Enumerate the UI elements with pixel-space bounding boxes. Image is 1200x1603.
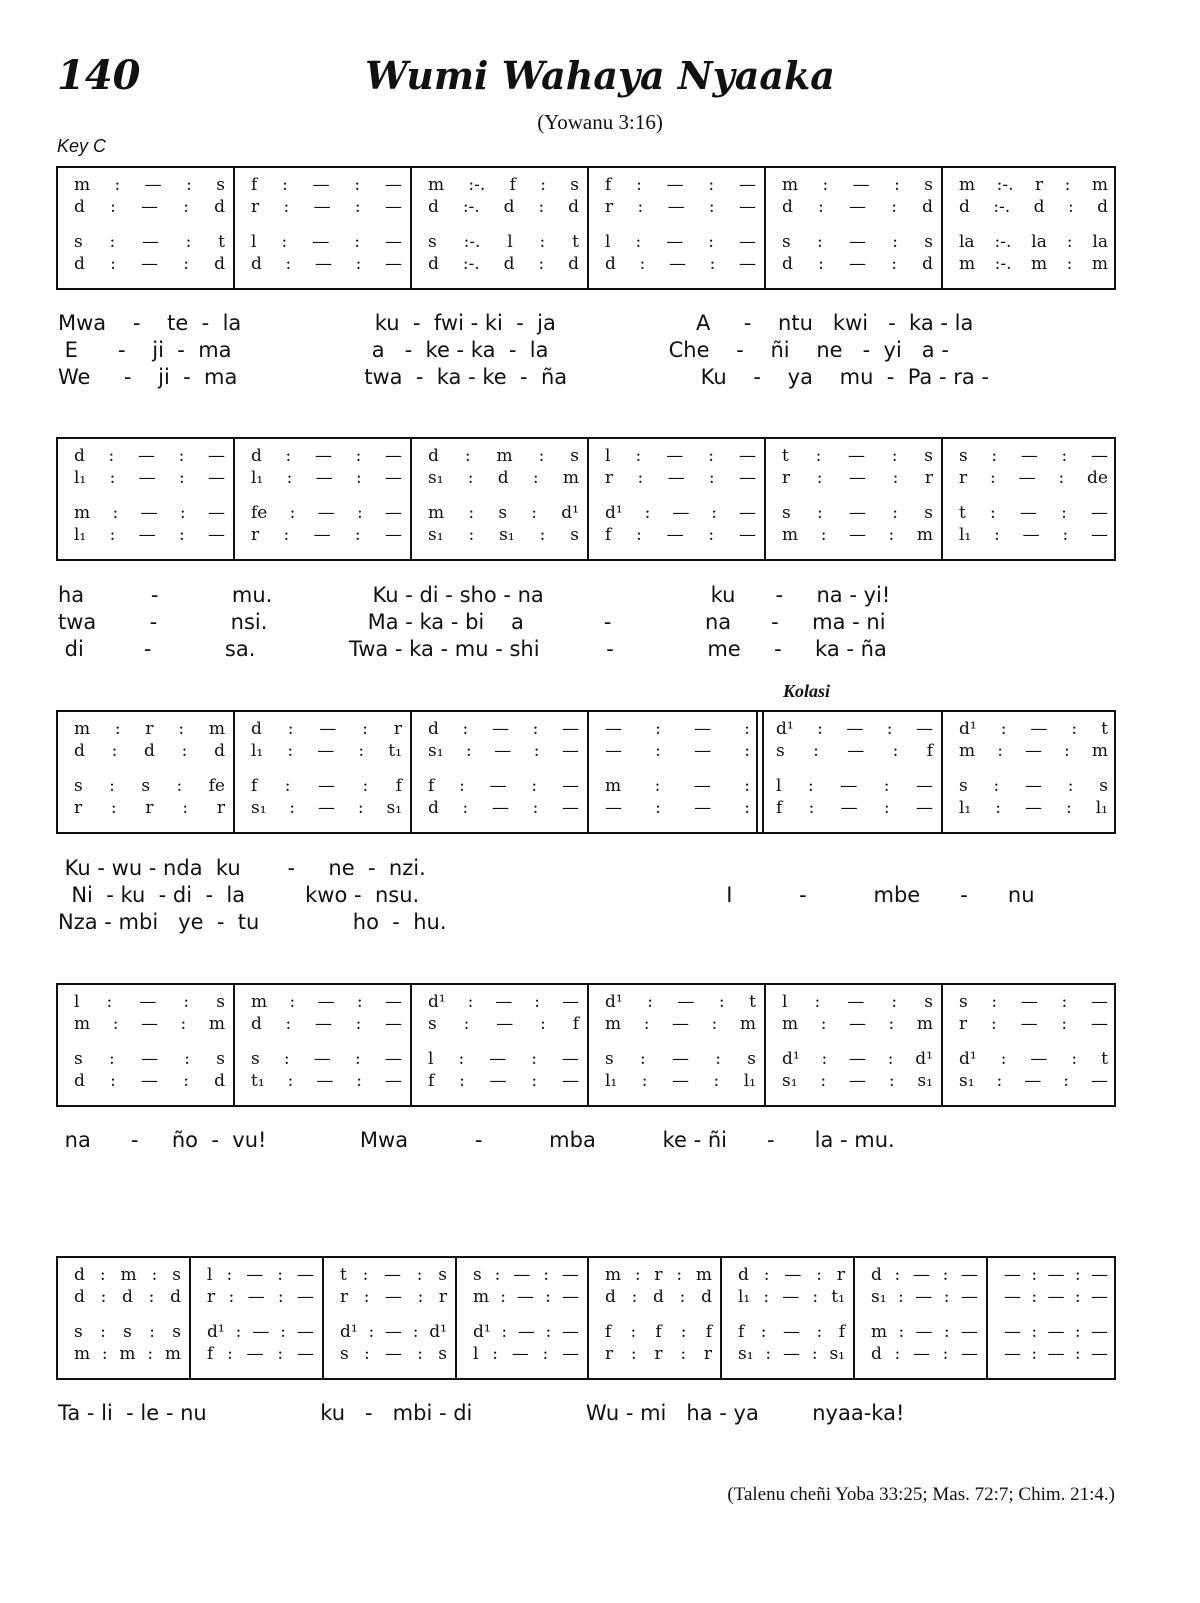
solfa-cell: s : — : — bbox=[959, 446, 1108, 466]
solfa-cell: m : — : bbox=[605, 776, 750, 796]
barline bbox=[853, 1258, 855, 1378]
solfa-cell: s : — : t bbox=[74, 232, 225, 252]
solfa-cell: m : s : d¹ bbox=[428, 503, 579, 523]
solfa-cell: l : — : s bbox=[782, 992, 933, 1012]
solfa-cell: l : — : — bbox=[207, 1265, 314, 1285]
barline bbox=[587, 439, 589, 559]
solfa-cell: t : — : — bbox=[959, 503, 1108, 523]
barline bbox=[764, 439, 766, 559]
solfa-cell: s₁ : — : s₁ bbox=[782, 1071, 933, 1091]
solfa-cell: r : — : — bbox=[251, 197, 402, 217]
solfa-cell: d : — : — bbox=[871, 1344, 978, 1364]
key-signature: Key C bbox=[57, 136, 107, 156]
solfa-cell: m : — : — bbox=[871, 1322, 978, 1342]
barline bbox=[189, 1258, 191, 1378]
lyric-line: Ni - ku - di - la kwo - nsu. I - mbe - nu bbox=[58, 883, 1035, 907]
solfa-cell: s₁ : — : s₁ bbox=[251, 798, 402, 818]
solfa-cell: d : — : — bbox=[74, 446, 225, 466]
solfa-cell: s : — : — bbox=[473, 1265, 579, 1285]
solfa-cell: l : — : — bbox=[605, 446, 756, 466]
solfa-cell: — : — : bbox=[605, 741, 750, 761]
barline bbox=[587, 168, 589, 288]
lyric-line: E - ji - ma a - ke - ka - la Che - ñi ne - yi a - bbox=[58, 338, 949, 362]
solfa-cell: s₁ : — : — bbox=[871, 1287, 978, 1307]
solfa-cell: s₁ : — : s₁ bbox=[738, 1344, 845, 1364]
solfa-cell: m : m : m bbox=[74, 1344, 181, 1364]
solfa-cell: s₁ : d : m bbox=[428, 468, 579, 488]
hymn-title: Wumi Wahaya Nyaaka bbox=[365, 53, 835, 98]
lyric-line: twa - nsi. Ma - ka - bi a - na - ma - ni bbox=[58, 610, 886, 634]
solfa-cell: la :-. la : la bbox=[959, 232, 1108, 252]
solfa-cell: s : — : s bbox=[605, 1049, 756, 1069]
solfa-cell: l₁ : — : — bbox=[74, 525, 225, 545]
barline bbox=[764, 168, 766, 288]
solfa-cell: m : — : m bbox=[782, 525, 933, 545]
lyric-line: ha - mu. Ku - di - sho - na ku - na - yi! bbox=[58, 583, 891, 607]
solfa-cell: s : — : s bbox=[340, 1344, 447, 1364]
solfa-cell: — : — : bbox=[605, 719, 750, 739]
solfa-cell: s : s : s bbox=[74, 1322, 181, 1342]
barline bbox=[941, 168, 943, 288]
solfa-cell: d¹ : — : d¹ bbox=[782, 1049, 933, 1069]
solfa-cell: l₁ : — : t₁ bbox=[251, 741, 402, 761]
solfa-cell: f : — : — bbox=[207, 1344, 314, 1364]
barline bbox=[587, 712, 589, 832]
barline bbox=[410, 168, 412, 288]
barline bbox=[986, 1258, 988, 1378]
solfa-cell: r : — : — bbox=[605, 197, 756, 217]
barline bbox=[410, 439, 412, 559]
barline bbox=[941, 985, 943, 1105]
solfa-cell: f : — : — bbox=[428, 776, 579, 796]
solfa-cell: d : — : — bbox=[428, 798, 579, 818]
barline bbox=[410, 712, 412, 832]
solfa-cell: d : — : d bbox=[74, 197, 225, 217]
double-barline bbox=[756, 712, 764, 832]
lyric-line: di - sa. Twa - ka - mu - shi - me - ka - ña bbox=[58, 637, 887, 661]
solfa-cell: s : — : — bbox=[251, 1049, 402, 1069]
solfa-cell: r : — : r bbox=[340, 1287, 447, 1307]
solfa-cell: — : — : — bbox=[1004, 1287, 1108, 1307]
lyric-line: na - ño - vu! Mwa - mba ke - ñi - la - mu. bbox=[58, 1128, 895, 1152]
solfa-cell: m : — : m bbox=[74, 1014, 225, 1034]
solfa-cell: l₁ : — : t₁ bbox=[738, 1287, 845, 1307]
solfa-cell: s : — : s bbox=[782, 503, 933, 523]
lyric-line: Nza - mbi ye - tu ho - hu. bbox=[58, 910, 447, 934]
barline bbox=[233, 712, 235, 832]
solfa-cell: d : — : — bbox=[251, 446, 402, 466]
staff-system bbox=[56, 1256, 1116, 1380]
barline bbox=[941, 439, 943, 559]
barline bbox=[322, 1258, 324, 1378]
solfa-cell: r : — : r bbox=[782, 468, 933, 488]
solfa-cell: m : — : s bbox=[74, 175, 225, 195]
barline bbox=[941, 712, 943, 832]
solfa-cell: d¹ : — : — bbox=[473, 1322, 579, 1342]
lyric-line: Ku - wu - nda ku - ne - nzi. bbox=[58, 856, 426, 880]
scripture-reference: (Yowanu 3:16) bbox=[537, 110, 663, 134]
solfa-cell: d¹ : — : — bbox=[428, 992, 579, 1012]
solfa-cell: l : — : — bbox=[428, 1049, 579, 1069]
solfa-cell: s : — : s bbox=[74, 1049, 225, 1069]
solfa-cell: r : r : r bbox=[74, 798, 225, 818]
solfa-cell: r : — : — bbox=[959, 1014, 1108, 1034]
lyric-line: Mwa - te - la ku - fwi - ki - ja A - ntu kwi - ka - la bbox=[58, 311, 974, 335]
solfa-cell: s : — : f bbox=[776, 741, 933, 761]
solfa-cell: d : m : s bbox=[428, 446, 579, 466]
solfa-cell: l₁ : — : — bbox=[959, 525, 1108, 545]
solfa-cell: d : d : d bbox=[74, 1287, 181, 1307]
solfa-cell: d :-. d : d bbox=[959, 197, 1108, 217]
solfa-cell: s :-. l : t bbox=[428, 232, 579, 252]
solfa-cell: r : — : — bbox=[207, 1287, 314, 1307]
solfa-cell: f : f : f bbox=[605, 1322, 712, 1342]
solfa-cell: f : — : f bbox=[251, 776, 402, 796]
solfa-cell: f : — : — bbox=[251, 175, 402, 195]
solfa-cell: d : — : d bbox=[74, 1071, 225, 1091]
solfa-cell: d : — : r bbox=[251, 719, 402, 739]
solfa-cell: d : — : — bbox=[251, 1014, 402, 1034]
solfa-cell: d :-. d : d bbox=[428, 254, 579, 274]
solfa-cell: d : — : — bbox=[605, 254, 756, 274]
solfa-cell: r : — : — bbox=[605, 468, 756, 488]
solfa-cell: m : — : s bbox=[782, 175, 933, 195]
lyric-line: We - ji - ma twa - ka - ke - ña Ku - ya mu - Pa - ra - bbox=[58, 365, 989, 389]
solfa-cell: s : — : s bbox=[782, 232, 933, 252]
solfa-cell: — : — : — bbox=[1004, 1344, 1108, 1364]
solfa-cell: d : — : — bbox=[428, 719, 579, 739]
barline bbox=[720, 1258, 722, 1378]
solfa-cell: r : — : — bbox=[251, 525, 402, 545]
barline bbox=[587, 1258, 589, 1378]
solfa-cell: m : — : — bbox=[251, 992, 402, 1012]
solfa-cell: d : d : d bbox=[605, 1287, 712, 1307]
solfa-cell: s : — : f bbox=[428, 1014, 579, 1034]
solfa-cell: d : m : s bbox=[74, 1265, 181, 1285]
solfa-cell: m : — : — bbox=[473, 1287, 579, 1307]
solfa-cell: d¹ : — : — bbox=[776, 719, 933, 739]
solfa-cell: d : — : r bbox=[738, 1265, 845, 1285]
barline bbox=[410, 985, 412, 1105]
solfa-cell: l : — : — bbox=[605, 232, 756, 252]
solfa-cell: m : r : m bbox=[605, 1265, 712, 1285]
solfa-cell: d : — : — bbox=[251, 254, 402, 274]
solfa-cell: l₁ : — : — bbox=[251, 468, 402, 488]
solfa-cell: m : r : m bbox=[74, 719, 225, 739]
barline bbox=[233, 168, 235, 288]
solfa-cell: fe : — : — bbox=[251, 503, 402, 523]
chorus-label: Kolasi bbox=[783, 681, 831, 701]
solfa-cell: t : — : s bbox=[782, 446, 933, 466]
solfa-cell: d¹ : — : d¹ bbox=[340, 1322, 447, 1342]
staff-system bbox=[56, 983, 1116, 1107]
solfa-cell: s : s : fe bbox=[74, 776, 225, 796]
solfa-cell: — : — : — bbox=[1004, 1265, 1108, 1285]
solfa-cell: l₁ : — : — bbox=[74, 468, 225, 488]
staff-system bbox=[56, 166, 1116, 290]
solfa-cell: m :-. f : s bbox=[428, 175, 579, 195]
solfa-cell: f : — : f bbox=[738, 1322, 845, 1342]
solfa-cell: f : — : — bbox=[776, 798, 933, 818]
solfa-cell: m :-. r : m bbox=[959, 175, 1108, 195]
solfa-cell: m : — : m bbox=[959, 741, 1108, 761]
solfa-cell: r : — : de bbox=[959, 468, 1108, 488]
solfa-cell: d : d : d bbox=[74, 741, 225, 761]
solfa-cell: d : — : d bbox=[74, 254, 225, 274]
solfa-cell: d :-. d : d bbox=[428, 197, 579, 217]
hymn-number: 140 bbox=[57, 52, 141, 99]
solfa-cell: f : — : — bbox=[428, 1071, 579, 1091]
footnote: (Talenu cheñi Yoba 33:25; Mas. 72:7; Chim. 21:4.) bbox=[727, 1484, 1115, 1505]
solfa-cell: — : — : bbox=[605, 798, 750, 818]
barline bbox=[764, 985, 766, 1105]
solfa-cell: d : — : d bbox=[782, 254, 933, 274]
solfa-cell: d¹ : — : t bbox=[959, 1049, 1108, 1069]
solfa-cell: s₁ : — : — bbox=[428, 741, 579, 761]
solfa-cell: s₁ : — : — bbox=[959, 1071, 1108, 1091]
solfa-cell: l : — : — bbox=[473, 1344, 579, 1364]
staff-system bbox=[56, 710, 1116, 834]
solfa-cell: m : — : m bbox=[782, 1014, 933, 1034]
solfa-cell: d¹ : — : — bbox=[605, 503, 756, 523]
barline bbox=[233, 985, 235, 1105]
solfa-cell: t : — : s bbox=[340, 1265, 447, 1285]
solfa-cell: l : — : — bbox=[776, 776, 933, 796]
solfa-cell: f : — : — bbox=[605, 175, 756, 195]
solfa-cell: d : — : d bbox=[782, 197, 933, 217]
solfa-cell: f : — : — bbox=[605, 525, 756, 545]
solfa-cell: m : — : m bbox=[605, 1014, 756, 1034]
solfa-cell: — : — : — bbox=[1004, 1322, 1108, 1342]
solfa-cell: s₁ : s₁ : s bbox=[428, 525, 579, 545]
solfa-cell: d¹ : — : — bbox=[207, 1322, 314, 1342]
solfa-cell: d¹ : — : t bbox=[605, 992, 756, 1012]
solfa-cell: l : — : — bbox=[251, 232, 402, 252]
solfa-cell: t₁ : — : — bbox=[251, 1071, 402, 1091]
solfa-cell: l₁ : — : l₁ bbox=[959, 798, 1108, 818]
staff-system bbox=[56, 437, 1116, 561]
solfa-cell: d : — : — bbox=[871, 1265, 978, 1285]
solfa-cell: s : — : s bbox=[959, 776, 1108, 796]
lyric-line: Ta - li - le - nu ku - mbi - di Wu - mi ha - ya nyaa-ka! bbox=[58, 1401, 905, 1425]
solfa-cell: s : — : — bbox=[959, 992, 1108, 1012]
barline bbox=[587, 985, 589, 1105]
solfa-cell: d¹ : — : t bbox=[959, 719, 1108, 739]
solfa-cell: l : — : s bbox=[74, 992, 225, 1012]
solfa-cell: m :-. m : m bbox=[959, 254, 1108, 274]
barline bbox=[455, 1258, 457, 1378]
solfa-cell: m : — : — bbox=[74, 503, 225, 523]
solfa-cell: r : r : r bbox=[605, 1344, 712, 1364]
barline bbox=[233, 439, 235, 559]
solfa-cell: l₁ : — : l₁ bbox=[605, 1071, 756, 1091]
